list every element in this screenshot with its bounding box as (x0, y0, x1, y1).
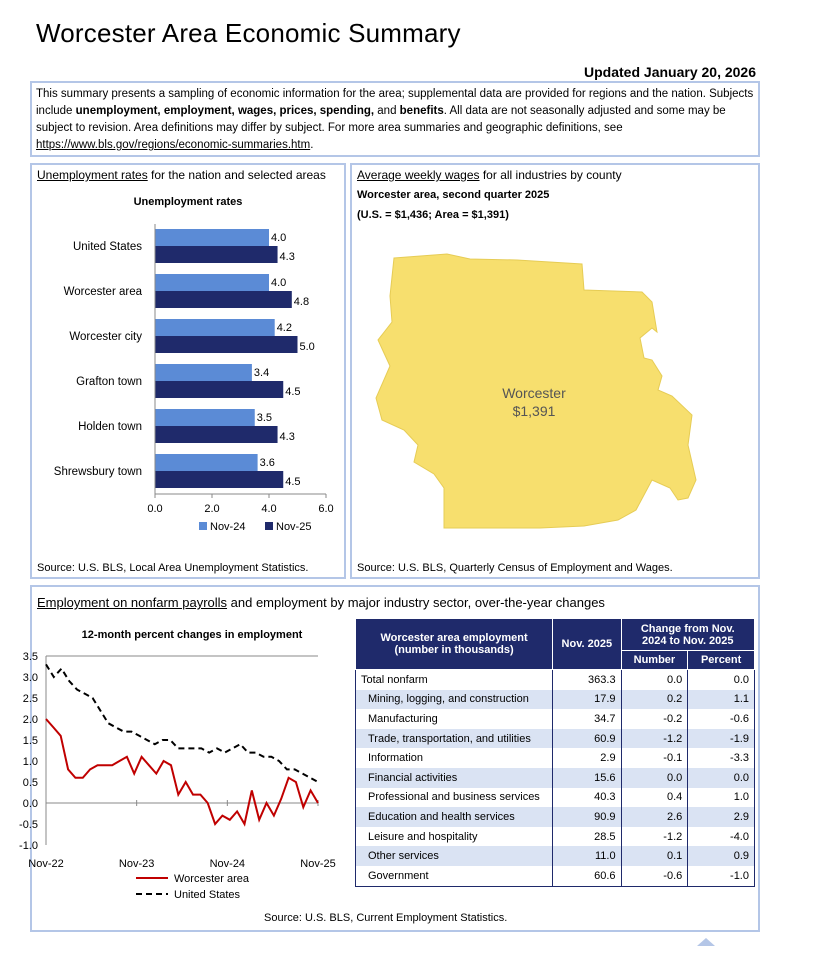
table-head-number: Number (621, 651, 688, 670)
employment-source: Source: U.S. BLS, Current Employment Statistics. (264, 912, 508, 924)
employment-heading (37, 595, 605, 610)
x-tick-label: Nov-24 (209, 858, 246, 870)
legend-label: Nov-24 (210, 521, 246, 533)
unemployment-bar-chart (32, 185, 344, 550)
page-title: Worcester Area Economic Summary (36, 18, 461, 48)
row-change-number: 0.4 (621, 788, 688, 808)
row-change-percent: 2.9 (688, 807, 755, 827)
intro-text: This summary presents a sampling of economic information for the area; supplemental data are provided for regions and the nation. Subjects include (36, 88, 754, 117)
row-value: 60.6 (553, 866, 621, 886)
bar-value-label: 4.0 (271, 277, 287, 289)
row-value: 15.6 (553, 768, 621, 788)
row-label: Information (356, 748, 553, 768)
row-label: Professional and business services (356, 788, 553, 808)
bar-value-label: 4.5 (285, 476, 301, 488)
y-tick-label: 2.0 (22, 714, 38, 726)
row-change-percent: 1.1 (688, 690, 755, 710)
intro-period: . (310, 139, 314, 151)
wages-heading-link[interactable]: Average weekly wages (357, 168, 480, 182)
x-tick-label: 6.0 (318, 503, 334, 515)
chart-title: 12-month percent changes in employment (81, 629, 303, 641)
row-change-number: -0.6 (621, 866, 688, 886)
bar-nov-24 (155, 229, 269, 246)
x-tick-label: 0.0 (147, 503, 163, 515)
row-change-percent: -3.3 (688, 748, 755, 768)
table-head-month: Nov. 2025 (553, 619, 621, 670)
row-label: Mining, logging, and construction (356, 690, 553, 710)
table-row (356, 690, 755, 710)
y-tick-label: 3.0 (22, 672, 38, 684)
legend-label: Nov-25 (276, 521, 312, 533)
category-label: Worcester area (63, 286, 142, 298)
row-value: 90.9 (553, 807, 621, 827)
intro-benefits: benefits (399, 105, 444, 117)
y-tick-label: -0.5 (19, 819, 38, 831)
bar-value-label: 3.5 (256, 412, 273, 424)
table-row (356, 748, 755, 768)
row-value: 17.9 (553, 690, 621, 710)
scroll-indicator[interactable] (697, 938, 715, 946)
bar-nov-24 (155, 319, 275, 336)
bar-value-label: 4.8 (293, 296, 310, 308)
bar-nov-24 (155, 364, 252, 381)
employment-heading-rest: and employment by major industry sector, over-the-year changes (227, 595, 605, 610)
row-change-number: 2.6 (621, 807, 688, 827)
row-change-number: 0.1 (621, 846, 688, 866)
map-county-label: Worcester (502, 385, 566, 401)
table-row (356, 709, 755, 729)
row-value: 28.5 (553, 827, 621, 847)
intro-and: and (374, 105, 400, 117)
series-line-worcester-area (46, 719, 318, 824)
bar-nov-25 (155, 246, 278, 263)
x-tick-label: 2.0 (204, 503, 220, 515)
row-change-percent: 0.0 (688, 768, 755, 788)
table-row (356, 846, 755, 866)
wages-heading-rest: for all industries by county (479, 168, 622, 182)
row-change-number: -0.2 (621, 709, 688, 729)
chart-title: Unemployment rates (133, 196, 243, 208)
bar-nov-24 (155, 409, 255, 426)
table-row (356, 768, 755, 788)
y-tick-label: -1.0 (19, 840, 38, 852)
row-label: Government (356, 866, 553, 886)
updated-date: Updated January 20, 2026 (584, 64, 756, 80)
row-value: 40.3 (553, 788, 621, 808)
row-change-number: -0.1 (621, 748, 688, 768)
wages-subtitle: Worcester area, second quarter 2025 (357, 189, 550, 201)
row-label: Manufacturing (356, 709, 553, 729)
bar-nov-24 (155, 454, 258, 471)
x-tick-label: Nov-22 (28, 858, 64, 870)
category-label: Holden town (78, 421, 142, 433)
x-tick-label: 4.0 (261, 503, 277, 515)
row-change-number: 0.0 (621, 768, 688, 788)
row-value: 2.9 (553, 748, 621, 768)
category-label: Worcester city (69, 331, 142, 343)
row-label: Trade, transportation, and utilities (356, 729, 553, 749)
unemployment-heading-link[interactable]: Unemployment rates (37, 168, 148, 182)
wages-heading (357, 168, 622, 182)
bar-value-label: 4.2 (276, 322, 292, 334)
bar-value-label: 3.6 (259, 457, 275, 469)
row-label: Other services (356, 846, 553, 866)
row-label: Education and health services (356, 807, 553, 827)
intro-text-2: . All data are not seasonally adjusted and some may be subject to revision. Area definitions may differ by subject. For more area summaries and geographic definitions, see (36, 105, 726, 134)
unemployment-source: Source: U.S. BLS, Local Area Unemployment Statistics. (37, 562, 309, 574)
worcester-county-map (352, 230, 758, 560)
bar-nov-25 (155, 336, 298, 353)
legend-swatch (265, 522, 273, 530)
unemployment-heading (37, 168, 326, 182)
y-tick-label: 3.5 (22, 651, 38, 663)
row-change-percent: -0.6 (688, 709, 755, 729)
employment-heading-link[interactable]: Employment on nonfarm payrolls (37, 595, 228, 610)
bar-nov-25 (155, 381, 283, 398)
bar-nov-25 (155, 426, 278, 443)
row-value: 11.0 (553, 846, 621, 866)
category-label: United States (72, 241, 142, 253)
table-row (356, 788, 755, 808)
summaries-link[interactable]: https://www.bls.gov/regions/economic-summaries.htm (36, 139, 311, 151)
row-label: Financial activities (356, 768, 553, 788)
wages-source: Source: U.S. BLS, Quarterly Census of Employment and Wages. (357, 562, 673, 574)
wages-subtitle-values: (U.S. = $1,436; Area = $1,391) (357, 209, 509, 221)
series-line-united-states (46, 664, 318, 782)
table-head-area: Worcester area employment (number in thousands) (356, 619, 553, 670)
row-change-percent: 0.9 (688, 846, 755, 866)
y-tick-label: 2.5 (22, 693, 38, 705)
x-tick-label: Nov-25 (300, 858, 336, 870)
table-head-percent: Percent (688, 651, 755, 670)
legend-label: Worcester area (174, 873, 249, 885)
row-value: 60.9 (553, 729, 621, 749)
intro-box (30, 81, 760, 157)
bar-value-label: 5.0 (299, 341, 315, 353)
legend-swatch (199, 522, 207, 530)
table-row (356, 866, 755, 886)
row-label: Total nonfarm (356, 670, 553, 690)
row-label: Leisure and hospitality (356, 827, 553, 847)
table-row (356, 729, 755, 749)
table-row (356, 827, 755, 847)
bar-value-label: 4.3 (279, 431, 295, 443)
bar-value-label: 4.3 (279, 251, 295, 263)
category-label: Grafton town (76, 376, 142, 388)
row-change-percent: -4.0 (688, 827, 755, 847)
bar-value-label: 4.0 (271, 232, 287, 244)
map-county-value: $1,391 (512, 403, 556, 419)
row-change-number: 0.0 (621, 670, 688, 690)
bar-nov-25 (155, 291, 292, 308)
row-change-number: -1.2 (621, 729, 688, 749)
y-tick-label: 1.0 (22, 756, 38, 768)
row-change-percent: -1.0 (688, 866, 755, 886)
bar-value-label: 3.4 (253, 367, 270, 379)
bar-nov-24 (155, 274, 269, 291)
bar-value-label: 4.5 (285, 386, 301, 398)
y-tick-label: 0.0 (22, 798, 38, 810)
bar-nov-25 (155, 471, 283, 488)
employment-table (355, 618, 755, 887)
y-tick-label: 1.5 (22, 735, 38, 747)
x-tick-label: Nov-23 (118, 858, 155, 870)
row-change-percent: -1.9 (688, 729, 755, 749)
unemployment-heading-rest: for the nation and selected areas (147, 168, 326, 182)
row-value: 363.3 (553, 670, 621, 690)
table-head-change: Change from Nov. 2024 to Nov. 2025 (621, 619, 754, 651)
table-row (356, 807, 755, 827)
table-row (356, 670, 755, 690)
intro-subjects: unemployment, employment, wages, prices, spending, (75, 105, 375, 117)
row-change-percent: 1.0 (688, 788, 755, 808)
legend-label: United States (174, 889, 241, 901)
category-label: Shrewsbury town (53, 466, 142, 478)
row-value: 34.7 (553, 709, 621, 729)
row-change-number: -1.2 (621, 827, 688, 847)
row-change-number: 0.2 (621, 690, 688, 710)
employment-line-chart (19, 620, 350, 905)
y-tick-label: 0.5 (22, 777, 38, 789)
row-change-percent: 0.0 (688, 670, 755, 690)
